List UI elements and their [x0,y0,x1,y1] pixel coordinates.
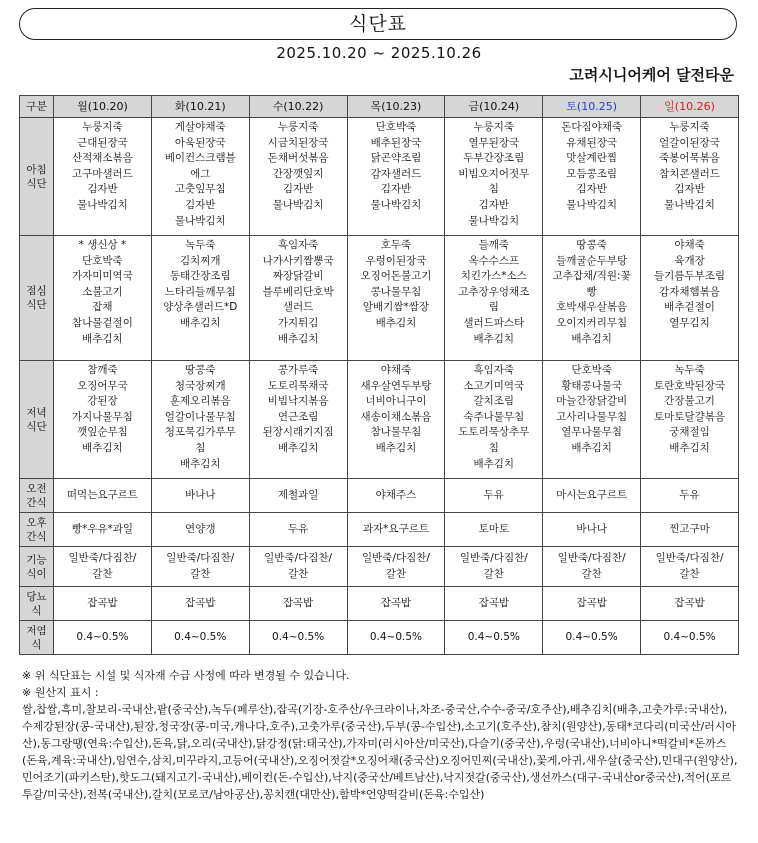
menu-item: 김자반 [576,183,607,196]
menu-item: 배추겉절이 [664,301,715,314]
menu-item: 누룽지죽 [669,121,710,133]
menu-item: 알배기쌈*쌈장 [362,301,429,314]
row-label-line: 저염 [26,624,47,637]
header-day: 월(10.20) [54,96,152,118]
menu-item: 빵 [586,285,597,298]
menu-cell [543,479,641,513]
menu-cell [347,587,445,621]
menu-item: 물나박김치 [664,198,715,211]
menu-item: 짜장닭갈비 [272,270,324,283]
menu-item: 갈찬 [679,567,700,580]
menu-item: 열무나물무침 [561,426,623,439]
menu-item: 간장불고기 [664,395,715,408]
menu-item: 흑임자죽 [473,364,515,376]
menu-cell [54,479,152,513]
menu-item: 물나박김치 [566,198,617,211]
menu-item: 누룽지죽 [473,121,515,133]
menu-cell [543,547,641,587]
menu-item: 0.4~0.5% [467,630,520,643]
menu-item: 들기름두부조림 [654,270,726,283]
meal-row [20,621,739,655]
menu-item: 들깨굴순두부탕 [556,254,628,267]
menu-item: 돈채버섯볶음 [267,152,329,165]
menu-item: 느타리들깨무침 [164,285,236,298]
table-header-row [20,96,739,118]
menu-item: 배추김치 [375,441,417,454]
menu-cell [543,513,641,547]
menu-item: 열무된장국 [468,136,520,149]
menu-cell [445,236,543,361]
menu-cell [249,587,347,621]
menu-item: 도토리묵상추무 [458,426,530,439]
menu-item: 우렁이된장국 [365,254,427,267]
menu-item: 림 [488,301,499,314]
menu-cell [151,479,249,513]
menu-item: 배추김치 [277,441,319,454]
menu-item: 갈찬 [581,567,602,580]
menu-item: 침 [195,441,206,454]
menu-item: 김치찌개 [179,254,221,267]
menu-cell [151,118,249,236]
meal-row-label [20,587,54,621]
menu-item: 너비아니구이 [365,395,427,408]
menu-item: 떠먹는요구르트 [66,488,138,501]
menu-cell [347,479,445,513]
meal-row [20,361,739,479]
menu-item: 갈찬 [190,567,211,580]
menu-item: 고춧잎무침 [174,183,226,196]
meal-row-label [20,236,54,361]
menu-item: 김자반 [478,198,510,211]
notes-section [22,667,738,803]
menu-cell [347,621,445,655]
header-day: 금(10.24) [445,96,543,118]
menu-item: 김자반 [282,183,314,196]
menu-cell [151,621,249,655]
menu-item: 물나박김치 [370,198,422,211]
menu-item: 야채죽 [674,239,705,251]
menu-item: 청국장찌개 [174,379,226,392]
menu-item: 배추김치 [669,441,710,454]
menu-item: 잡곡밥 [380,596,412,609]
menu-item: 녹두죽 [185,239,216,251]
menu-cell [347,547,445,587]
menu-item: 호두죽 [380,239,412,251]
menu-cell [445,587,543,621]
menu-cell [641,118,739,236]
meal-row [20,236,739,361]
menu-item: 물나박김치 [77,198,128,211]
menu-item: 0.4~0.5% [272,630,325,643]
menu-cell [641,479,739,513]
menu-cell [249,361,347,479]
row-label-line: 점심 [26,285,47,297]
menu-item: 샐러드파스타 [463,316,525,329]
meal-row-label [20,479,54,513]
menu-item: 황태콩나물국 [561,379,623,392]
menu-item: 잡곡밥 [87,596,118,609]
menu-cell [543,587,641,621]
page-title: 식단표 [19,8,737,40]
menu-item: 아욱된장국 [174,136,226,149]
menu-item: 배추김치 [571,332,612,345]
menu-cell [54,587,152,621]
menu-cell [641,361,739,479]
menu-item: 0.4~0.5% [369,630,423,643]
menu-item: 치킨가스*소스 [460,270,527,283]
menu-item: 오징어무국 [77,379,128,392]
menu-cell [543,118,641,236]
menu-cell [347,513,445,547]
menu-item: 물나박김치 [468,214,520,227]
row-label-line: 간식 [26,530,47,543]
menu-item: 0.4~0.5% [663,630,716,643]
menu-item: 잡채 [92,301,113,314]
menu-cell [543,236,641,361]
menu-item: 동태간장조림 [169,270,231,283]
menu-item: 배추김치 [473,332,515,345]
menu-item: 소불고기 [82,285,123,298]
change-notice: ※ 위 식단표는 시설 및 식자재 수급 사정에 따라 변경될 수 있습니다. [22,669,350,682]
row-label-line: 식단 [26,177,47,190]
menu-item: 고추잡채/직원:꽃 [552,270,631,283]
menu-item: 산적채소볶음 [71,152,133,165]
menu-item: 물나박김치 [174,214,226,227]
menu-item: 배추김치 [375,316,417,329]
meal-row [20,547,739,587]
row-label-line: 식단 [26,299,47,311]
meal-row [20,118,739,236]
menu-cell [641,621,739,655]
header-day-saturday: 토(10.25) [543,96,641,118]
menu-item: 오징어돈불고기 [360,270,432,283]
menu-item: 연양갱 [185,522,216,535]
menu-item: 돈다짐야채죽 [561,121,623,133]
organization-name: 고려시니어케어 달전타운 [569,66,734,84]
menu-item: 0.4~0.5% [174,630,227,643]
menu-item: 맛살계란찜 [566,152,617,165]
menu-item: 단호박죽 [82,254,123,267]
menu-cell [347,118,445,236]
menu-item: 베이컨스크램블 [164,152,236,165]
menu-item: 궁채절임 [669,426,710,439]
menu-item: 배추김치 [82,332,123,345]
menu-item: 육개장 [674,254,705,267]
menu-cell [151,513,249,547]
menu-item: 토마토 [478,522,510,535]
menu-cell [54,621,152,655]
menu-item: 시금치된장국 [267,136,329,149]
menu-item: 단호박죽 [571,364,612,376]
menu-item: 일반죽/다짐찬/ [655,551,724,564]
menu-item: 갈찬 [92,567,113,580]
menu-item: 닭곤약조림 [370,152,422,165]
menu-item: 갈찬 [385,567,407,580]
menu-item: 감자채햄볶음 [659,285,720,298]
menu-item: 두부간장조림 [463,152,525,165]
row-label-line: 식단 [26,420,47,433]
menu-item: * 생신상 * [78,239,127,251]
menu-cell [151,361,249,479]
menu-item: 강된장 [87,395,118,408]
menu-item: 단호박죽 [375,121,417,133]
menu-item: 바나나 [576,522,607,535]
menu-item: 참나물무침 [370,426,422,439]
menu-item: 근대된장국 [77,136,128,149]
row-label-line: 식이 [26,567,47,580]
menu-item: 토란호박된장국 [654,379,726,392]
menu-item: 얼갈이나물무침 [164,410,236,423]
menu-item: 게살야채죽 [174,121,226,133]
menu-cell [151,547,249,587]
meal-row-label [20,621,54,655]
menu-item: 모듬콩조림 [566,167,617,180]
menu-item: 흑임자죽 [277,239,319,251]
menu-cell [347,236,445,361]
header-day: 수(10.22) [249,96,347,118]
menu-item: 소고기미역국 [463,379,525,392]
meal-row [20,513,739,547]
menu-item: 누룽지죽 [277,121,319,133]
menu-item: 녹두죽 [674,364,705,376]
menu-item: 잡곡밥 [282,596,314,609]
menu-item: 연근조림 [277,410,319,423]
menu-item: 참깨죽 [87,364,118,376]
menu-item: 배추김치 [82,441,123,454]
menu-item: 감자샐러드 [370,167,422,180]
menu-cell [54,236,152,361]
menu-item: 갈찬 [287,567,309,580]
row-label-line: 아침 [26,163,47,176]
menu-item: 야채주스 [375,488,417,501]
menu-item: 간장깻잎지 [272,167,324,180]
menu-item: 물나박김치 [272,198,324,211]
menu-item: 침 [488,441,499,454]
menu-item: 배추김치 [277,332,319,345]
menu-cell [641,513,739,547]
menu-item: 일반죽/다짐찬/ [361,551,430,564]
menu-item: 가지나물무침 [71,410,133,423]
meal-menu-table [19,95,739,655]
menu-item: 토마토달걀볶음 [654,410,726,423]
menu-item: 잡곡밥 [674,596,705,609]
menu-item: 에그 [190,167,211,180]
menu-cell [641,547,739,587]
row-label-line: 간식 [26,496,47,509]
menu-item: 배추김치 [179,316,221,329]
menu-item: 빵*우유*과일 [71,522,134,535]
menu-item: 일반죽/다짐찬/ [68,551,137,564]
menu-cell [543,361,641,479]
meal-row [20,587,739,621]
header-day: 목(10.23) [347,96,445,118]
menu-cell [249,621,347,655]
menu-cell [249,547,347,587]
menu-item: 바나나 [185,488,216,501]
menu-item: 숙주나물무침 [463,410,525,423]
menu-item: 죽봉어묵볶음 [659,152,720,165]
menu-item: 도토리묵채국 [267,379,329,392]
menu-item: 양상추샐러드*D [163,301,238,314]
menu-item: 호박새우살볶음 [556,301,628,314]
menu-item: 유채된장국 [566,136,617,149]
menu-cell [54,513,152,547]
menu-item: 가자미미역국 [71,270,133,283]
menu-cell [347,361,445,479]
menu-item: 김자반 [674,183,705,196]
meal-row [20,479,739,513]
menu-item: 새송이채소볶음 [360,410,432,423]
header-day-sunday: 일(10.26) [641,96,739,118]
menu-item: 훈제오리볶음 [169,395,231,408]
menu-item: 참치콘샐러드 [659,167,720,180]
row-label-line: 기능 [26,553,47,566]
menu-item: 두유 [287,522,309,535]
row-label-line: 당뇨 [26,590,47,603]
menu-item: 고추장우엉채조 [458,285,530,298]
row-label-line: 오후 [26,516,47,529]
menu-item: 배추된장국 [370,136,422,149]
row-label-line: 식 [31,604,42,617]
menu-item: 비빔오지어젓무 [458,167,530,180]
menu-item: 마늘간장닭갈비 [556,395,628,408]
menu-cell [151,587,249,621]
menu-item: 일반죽/다짐찬/ [459,551,528,564]
menu-item: 두유 [679,488,700,501]
menu-item: 잡곡밥 [576,596,607,609]
menu-item: 일반죽/다짐찬/ [264,551,333,564]
menu-item: 갈찬 [483,567,504,580]
menu-item: 땅콩죽 [576,239,607,251]
meal-row-label [20,547,54,587]
menu-item: 배추김치 [179,457,221,470]
menu-cell [54,118,152,236]
menu-cell [54,547,152,587]
header-day: 화(10.21) [151,96,249,118]
menu-item: 김자반 [87,183,118,196]
menu-item: 야채죽 [380,364,412,376]
menu-item: 고사리나물무침 [556,410,628,423]
menu-item: 0.4~0.5% [76,630,129,643]
menu-cell [151,236,249,361]
menu-item: 들깨죽 [478,239,510,251]
menu-item: 김자반 [380,183,412,196]
menu-item: 0.4~0.5% [565,630,618,643]
menu-item: 옥수수스프 [468,254,520,267]
menu-cell [249,236,347,361]
menu-item: 얼갈이된장국 [659,136,720,149]
menu-item: 된장시래기지짐 [262,426,334,439]
menu-item: 마시는요구르트 [556,488,628,501]
menu-cell [641,587,739,621]
menu-item: 콩가루죽 [277,364,319,376]
menu-item: 누룽지죽 [82,121,123,133]
menu-item: 콩나물무침 [370,285,422,298]
origin-heading: ※ 원산지 표시 : [22,686,99,699]
origin-details: 쌀,찹쌀,흑미,찰보리-국내산,팥(중국산),녹두(페루산),잡곡(기장-호주산/우크라이나,차조-중국산,수수-중국/호주산),배추김치(배추,고춧가루:국내산),수제강된장(콩-국내산),된장,청국장(콩-미국,캐나다,호주),고춧가루(중국산),두부(콩-수입산),소고기(호주산),참치(원양산),동태*코다리(미국산/러시아산),동그랑땡(연육:수입산),돈육,닭,오리(국내산),닭강정(닭:태국산),가자미(러시아산/미국산),다슬기(중국산),우렁(국내산),너비아니*떡갈비*돈까스(돈육,계육:국내산),임연수,삼치,미꾸라지,고등어(국내산),오징어젓갈*오징어채(중국산)오징어민찌(국내산),꽃게,아귀,새우살(중국산),민대구(원양산),민어조기(파키스탄),핫도그(돼지고기-국내산),베이컨(돈-수입산),낙지(중국산/베트남산),낙지젓갈(중국산),생선까스(대구-국내산or중국산),적어(포르투갈/미국산),전복(국내산),갈치(모로코/남아공산),꽁치캔(대만산),함박*언양떡갈비(돈육:수입산) [22,703,738,801]
menu-item: 가지튀김 [277,316,319,329]
menu-cell [445,621,543,655]
menu-cell [445,513,543,547]
menu-cell [445,479,543,513]
menu-cell [54,361,152,479]
menu-item: 제철과일 [277,488,319,501]
meal-row-label [20,361,54,479]
row-label-line: 오전 [26,482,47,495]
menu-cell [641,236,739,361]
menu-item: 샐러드 [282,301,314,314]
menu-item: 과자*요구르트 [362,522,429,535]
menu-item: 참나물겉절이 [71,316,133,329]
menu-cell [543,621,641,655]
menu-item: 청포묵김가루무 [164,426,236,439]
menu-item: 일반죽/다짐찬/ [557,551,626,564]
menu-item: 배추김치 [571,441,612,454]
menu-cell [445,547,543,587]
menu-item: 갈치조림 [473,395,515,408]
menu-item: 열무김치 [669,316,710,329]
menu-item: 김자반 [185,198,216,211]
menu-cell [445,118,543,236]
menu-cell [249,118,347,236]
menu-item: 고구마샐러드 [71,167,133,180]
menu-item: 잡곡밥 [478,596,510,609]
menu-item: 두유 [483,488,504,501]
menu-cell [249,513,347,547]
menu-item: 블루베리단호박 [262,285,334,298]
menu-cell [249,479,347,513]
menu-item: 깻잎순무침 [77,426,128,439]
menu-item: 잡곡밥 [185,596,216,609]
row-label-line: 식 [31,638,42,651]
menu-item: 땅콩죽 [185,364,216,376]
menu-item: 일반죽/다짐찬/ [166,551,235,564]
menu-item: 나가사키짬뽕국 [262,254,334,267]
menu-item: 새우살연두부탕 [360,379,432,392]
meal-row-label [20,513,54,547]
header-category: 구분 [20,96,54,118]
menu-item: 배추김치 [473,457,515,470]
menu-item: 오이지커리무침 [556,316,628,329]
menu-cell [445,361,543,479]
menu-period: 2025.10.20 ~ 2025.10.26 [276,44,482,62]
menu-item: 비빔낙지볶음 [267,395,329,408]
menu-item: 침 [488,183,499,196]
meal-row-label [20,118,54,236]
menu-item: 찐고구마 [669,522,710,535]
row-label-line: 저녁 [26,406,47,419]
